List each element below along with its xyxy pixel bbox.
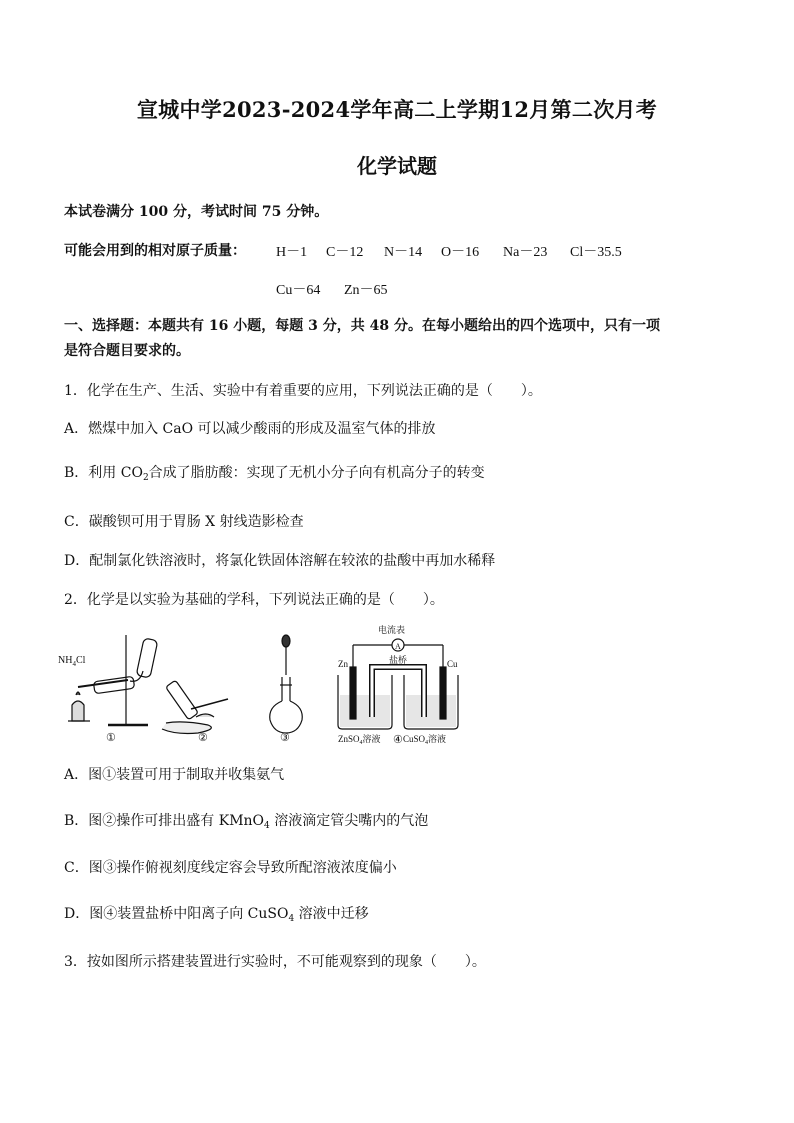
label-cu: Cu xyxy=(447,659,458,669)
q1-option-c: C．碳酸钡可用于胃肠 X 射线造影检查 xyxy=(64,514,304,530)
q2-option-b-post: 溶液滴定管尖嘴内的气泡 xyxy=(269,813,429,829)
page-subtitle: 化学试题 xyxy=(357,154,437,178)
q1-option-b-post: 合成了脂肪酸：实现了无机小分子向有机高分子的转变 xyxy=(148,465,485,481)
atomic-mass-h: H－1 xyxy=(276,245,308,260)
q2-option-d-pre: D．图④装置盐桥中阳离子向 CuSO xyxy=(64,906,289,922)
atomic-mass-label: 可能会用到的相对原子质量： xyxy=(64,243,246,259)
q2-option-b xyxy=(64,810,428,830)
q2-apparatus-figure xyxy=(58,625,468,747)
q2-option-a: A．图①装置可用于制取并收集氨气 xyxy=(64,767,285,783)
label-zn: Zn xyxy=(338,659,348,669)
label-salt-bridge: 盐桥 xyxy=(389,655,408,665)
score-time-info: 本试卷满分 100 分，考试时间 75 分钟。 xyxy=(64,204,329,220)
apparatus-3 xyxy=(270,635,303,733)
q1-option-b-sub: 2 xyxy=(142,473,149,483)
q2-stem: 2．化学是以实验为基础的学科，下列说法正确的是（ ）。 xyxy=(64,592,444,608)
q1-option-b-pre: B．利用 CO xyxy=(64,465,143,481)
q2-option-c: C．图③操作俯视刻度线定容会导致所配溶液浓度偏小 xyxy=(64,860,397,876)
figure-label-4: ④ xyxy=(393,733,403,746)
atomic-mass-zn: Zn－65 xyxy=(344,283,388,298)
q2-option-d-sub: 4 xyxy=(288,914,295,924)
apparatus-4 xyxy=(338,639,458,729)
atomic-mass-o: O－16 xyxy=(441,245,480,260)
apparatus-1 xyxy=(68,635,158,725)
figure-label-3: ③ xyxy=(280,732,290,744)
label-cuso4: CuSO$_4$溶液 xyxy=(403,734,447,746)
atomic-mass-cl: Cl－35.5 xyxy=(570,245,622,260)
q2-option-b-sub: 4 xyxy=(264,821,270,831)
q3-stem: 3．按如图所示搭建装置进行实验时，不可能观察到的现象（ ）。 xyxy=(64,954,486,970)
q1-option-a: A．燃煤中加入 CaO 可以减少酸雨的形成及温室气体的排放 xyxy=(64,421,436,437)
ammeter-symbol: A xyxy=(395,642,401,651)
atomic-mass-n: N－14 xyxy=(384,245,423,260)
label-nh4cl: $NH_4Cl$ xyxy=(58,655,86,668)
label-ammeter: 电流表 xyxy=(378,625,406,635)
figure-label-1: ① xyxy=(106,732,116,744)
atomic-mass-c: C－12 xyxy=(326,245,364,260)
q1-stem: 1．化学在生产、生活、实验中有着重要的应用，下列说法正确的是（ ）。 xyxy=(64,383,542,399)
q1-option-b xyxy=(64,462,485,482)
page-title: 宣城中学2023-2024学年高二上学期12月第二次月考 xyxy=(136,97,658,122)
apparatus-2 xyxy=(162,680,228,733)
q2-option-b-pre: B．图②操作可排出盛有 KMnO xyxy=(64,813,265,829)
atomic-mass-na: Na－23 xyxy=(503,245,548,260)
figure-label-2: ② xyxy=(198,732,208,744)
section-heading-line1: 一、选择题：本题共有 16 小题，每题 3 分，共 48 分。在每小题给出的四个选项中，只有一项 xyxy=(64,318,660,334)
section-heading-line2: 是符合题目要求的。 xyxy=(64,343,190,359)
atomic-mass-cu: Cu－64 xyxy=(276,283,321,298)
q2-option-d xyxy=(64,903,369,923)
q2-option-d-post: 溶液中迁移 xyxy=(294,906,369,922)
q1-option-d: D．配制氯化铁溶液时，将氯化铁固体溶解在较浓的盐酸中再加水稀释 xyxy=(64,553,496,569)
label-znso4: ZnSO$_4$溶液 xyxy=(338,734,381,746)
